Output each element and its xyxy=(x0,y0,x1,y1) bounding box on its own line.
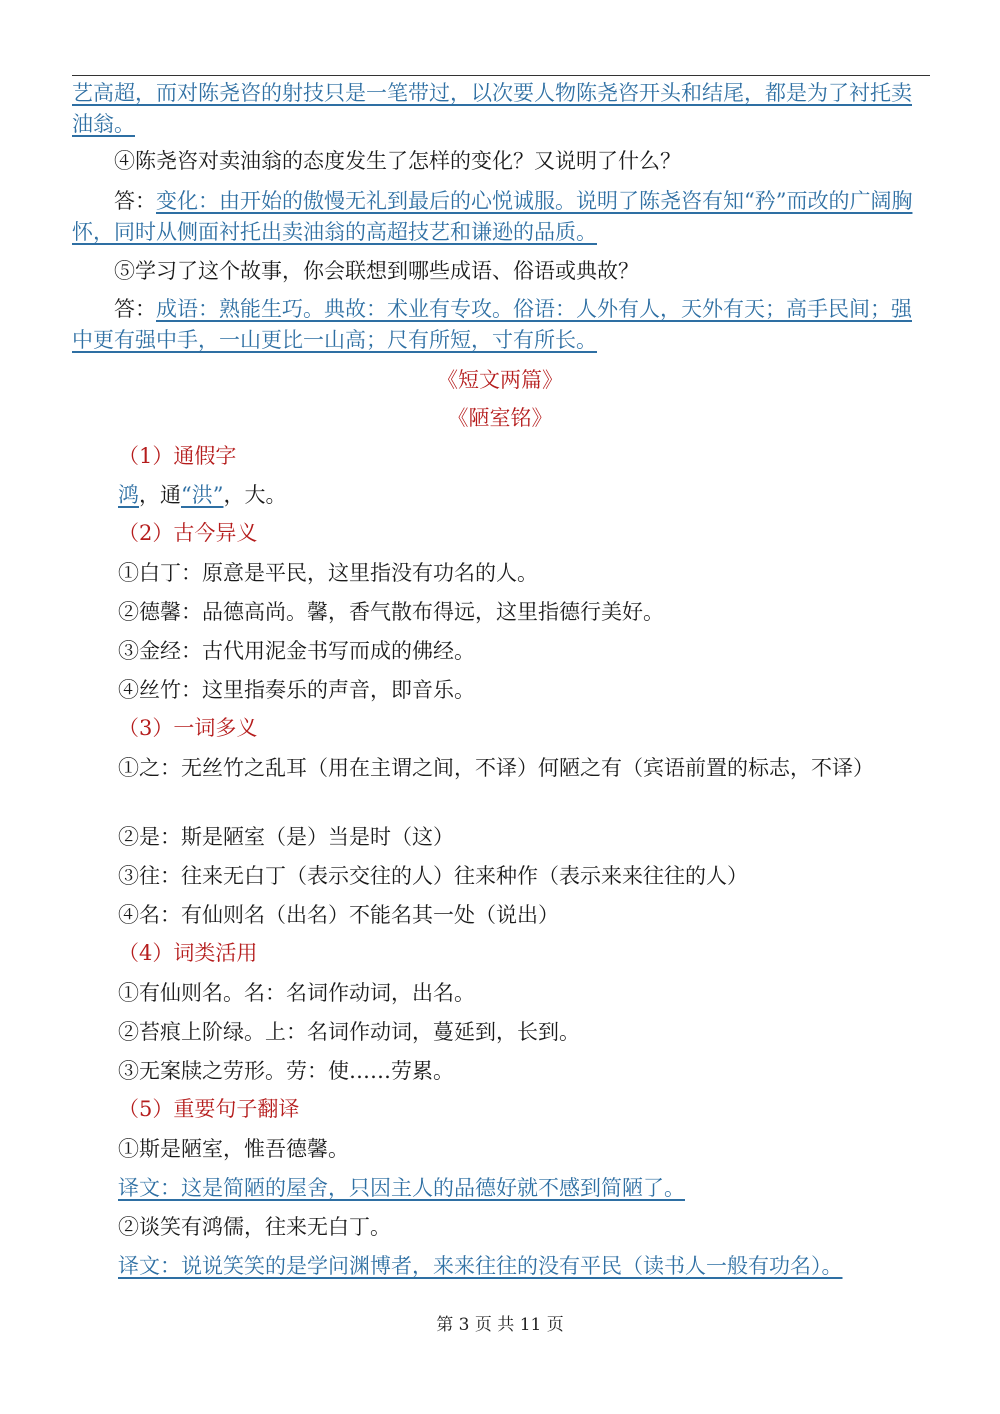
tongjiazi-word: 鸿 xyxy=(118,483,139,507)
answer-5 xyxy=(72,294,930,356)
answer-4-text: 变化：由开始的傲慢无礼到最后的心悦诚服。说明了陈尧咨有知“矜”而改的广阔胸怀，同时从侧面衬托出卖油翁的高超技艺和谦逊的品质。 xyxy=(72,189,913,244)
yiciduoyi-item: ②是：斯是陋室（是）当是时（这） xyxy=(118,825,454,849)
answer-4-prefix: 答： xyxy=(114,189,156,213)
yiciduoyi-item: ③往：往来无白丁（表示交往的人）往来种作（表示来来往往的人） xyxy=(118,864,748,888)
heading-cileihuoyong: （4）词类活用 xyxy=(118,941,258,965)
sentence-1-translation-text: 译文：这是简陋的屋舍，只因主人的品德好就不感到简陋了。 xyxy=(118,1176,685,1200)
cileihuoyong-item: ②苔痕上阶绿。上：名词作动词，蔓延到，长到。 xyxy=(118,1020,580,1044)
cileihuoyong-item: ①有仙则名。名：名词作动词，出名。 xyxy=(118,981,475,1005)
sentence-2: ②谈笑有鸿儒，往来无白丁。 xyxy=(118,1215,391,1239)
heading-yiciduoyi: （3）一词多义 xyxy=(118,716,258,740)
yiciduoyi-item: ④名：有仙则名（出名）不能名其一处（说出） xyxy=(118,903,559,927)
heading-gujinyiyi: （2）古今异义 xyxy=(118,521,258,545)
tongjiazi-line xyxy=(118,480,286,510)
gujinyiyi-item: ②德馨：品德高尚。馨，香气散布得远，这里指德行美好。 xyxy=(118,600,664,624)
answer-5-text: 成语：熟能生巧。典故：术业有专攻。俗语：人外有人，天外有天；高手民间；强中更有强中手，一山更比一山高；尺有所短，寸有所长。 xyxy=(72,297,912,352)
sentence-2-translation-text: 译文：说说笑笑的是学问渊博者，来来往往的没有平民（读书人一般有功名）。 xyxy=(118,1254,843,1278)
tongjiazi-mid: ，通 xyxy=(139,483,181,507)
tongjiazi-target: “洪” xyxy=(181,483,224,507)
question-5: ⑤学习了这个故事，你会联想到哪些成语、俗语或典故？ xyxy=(114,259,639,283)
top-rule xyxy=(72,75,930,76)
heading-translation: （5）重要句子翻译 xyxy=(118,1097,300,1121)
continued-answer xyxy=(72,78,930,140)
answer-4 xyxy=(72,186,930,248)
page-footer: 第 3 页 共 11 页 xyxy=(436,1315,564,1335)
sentence-1: ①斯是陋室，惟吾德馨。 xyxy=(118,1137,349,1161)
title-loushiming: 《陋室铭》 xyxy=(447,406,553,430)
cileihuoyong-item: ③无案牍之劳形。劳：使……劳累。 xyxy=(118,1059,454,1083)
title-short-texts: 《短文两篇》 xyxy=(437,368,563,392)
continued-answer-text: 艺高超，而对陈尧咨的射技只是一笔带过，以次要人物陈尧咨开头和结尾，都是为了衬托卖油翁。 xyxy=(72,81,912,136)
heading-tongjiazi: （1）通假字 xyxy=(118,444,237,468)
sentence-2-translation xyxy=(118,1251,843,1281)
sentence-1-translation xyxy=(118,1173,685,1203)
question-4: ④陈尧咨对卖油翁的态度发生了怎样的变化？又说明了什么？ xyxy=(114,149,681,173)
yiciduoyi-item: ①之：无丝竹之乱耳（用在主谓之间，不译）何陋之有（宾语前置的标志，不译） xyxy=(118,756,874,780)
gujinyiyi-item: ③金经：古代用泥金书写而成的佛经。 xyxy=(118,639,475,663)
gujinyiyi-item: ①白丁：原意是平民，这里指没有功名的人。 xyxy=(118,561,538,585)
gujinyiyi-item: ④丝竹：这里指奏乐的声音，即音乐。 xyxy=(118,678,475,702)
tongjiazi-end: ，大。 xyxy=(223,483,287,507)
answer-5-prefix: 答： xyxy=(114,297,156,321)
